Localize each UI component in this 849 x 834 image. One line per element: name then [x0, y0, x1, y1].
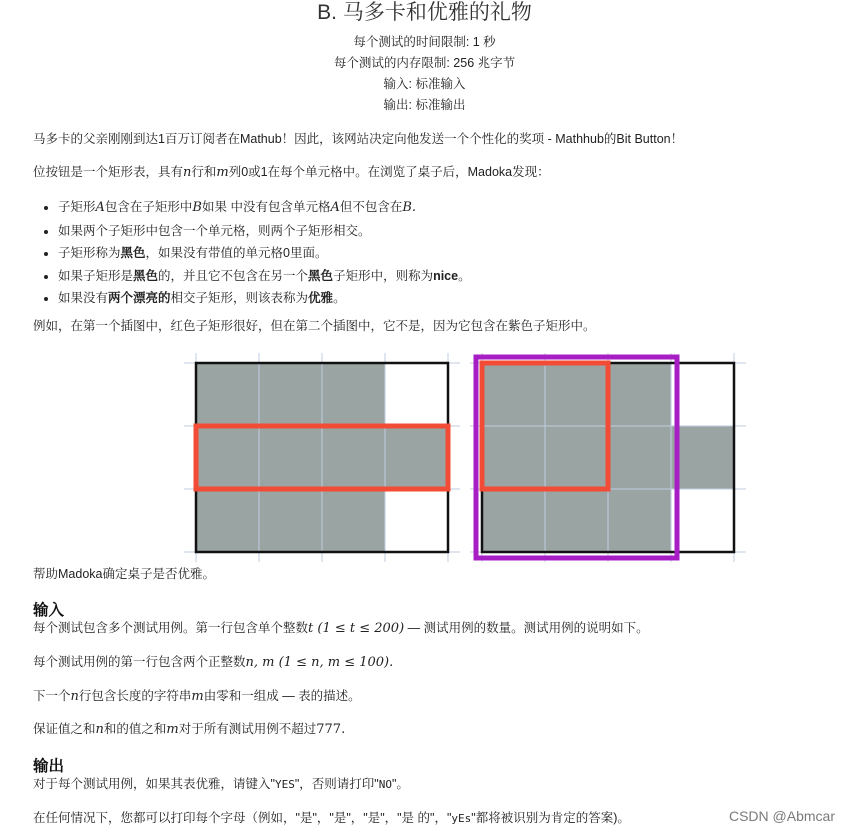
input-paragraph-3: 下一个n行包含长度的字符串m由零和一组成 — 表的描述。	[33, 689, 361, 704]
rule-intersect: • 如果两个子矩形中包含一个单元格，则两个子矩形相交。	[58, 220, 471, 243]
left-black-cell	[259, 426, 322, 489]
var-n: n	[183, 165, 192, 180]
right-illustration	[470, 353, 746, 562]
rule-elegant: • 如果没有两个漂亮的相交子矩形，则该表称为优雅。	[58, 287, 471, 310]
illustration-figure	[180, 353, 752, 565]
output-spec: 输出: 标准输出	[383, 98, 466, 112]
input-paragraph-1: 每个测试包含多个测试用例。第一行包含单个整数t (1 ≤ t ≤ 200) — 测试用例的数量。测试用例的说明如下。	[33, 621, 649, 636]
right-black-cell	[608, 489, 671, 552]
description-paragraph	[33, 164, 823, 181]
input-heading: 输入	[33, 602, 65, 619]
right-black-cell	[482, 489, 545, 552]
left-black-cell	[259, 489, 322, 552]
example-paragraph: 例如，在第一个插图中，红色子矩形很好，但在第二个插图中，它不是，因为它包含在紫色子矩形中。	[33, 319, 596, 333]
output-paragraph-1: 对于每个测试用例，如果其表优雅，请键入"YES"，否则请打印"NO"。	[33, 777, 409, 791]
right-black-cell	[608, 426, 671, 489]
left-illustration	[184, 353, 460, 562]
right-black-cell	[545, 489, 608, 552]
right-black-cell	[671, 426, 734, 489]
right-black-cell	[482, 426, 545, 489]
desc-text-a: 位按钮是一个矩形表，具有	[33, 165, 184, 179]
intro-paragraph: 马多卡的父亲刚刚到达1百万订阅者在Mathub！因此，该网站决定向他发送一个个性化的奖项 - Mathhub的Bit Button！	[33, 132, 684, 146]
time-limit: 每个测试的时间限制: 1 秒	[353, 35, 496, 49]
rule-contained: • 子矩形A包含在子矩形中B如果 中没有包含单元格A但不包含在B.	[58, 196, 471, 220]
left-black-cell	[385, 426, 448, 489]
left-black-cell	[196, 426, 259, 489]
input-paragraph-4: 保证值之和n和的值之和m对于所有测试用例不超过777.	[33, 722, 346, 737]
desc-text-b: 行和	[191, 165, 217, 179]
left-black-cell	[196, 489, 259, 552]
left-black-cell	[322, 426, 385, 489]
left-black-cell	[322, 363, 385, 426]
rule-nice: • 如果子矩形是黑色的，并且它不包含在另一个黑色子矩形中，则称为nice。	[58, 265, 471, 288]
help-paragraph: 帮助Madoka确定桌子是否优雅。	[33, 567, 215, 581]
right-black-cell	[545, 426, 608, 489]
input-spec: 输入: 标准输入	[383, 77, 466, 91]
input-paragraph-2: 每个测试用例的第一行包含两个正整数n, m (1 ≤ n, m ≤ 100).	[33, 655, 394, 670]
memory-limit: 每个测试的内存限制: 256 兆字节	[333, 56, 516, 70]
right-black-cell	[545, 363, 608, 426]
csdn-watermark: CSDN @Abmcar	[728, 808, 835, 824]
rule-black: • 子矩形称为黑色，如果没有带值的单元格0里面。	[58, 242, 471, 265]
output-heading: 输出	[33, 758, 65, 775]
output-paragraph-2: 在任何情况下，您都可以打印每个字母（例如，"是"，"是"，"是"，"是 的"，"yEs"都将被识别为肯定的答案)。	[33, 811, 630, 825]
var-m: m	[216, 165, 229, 180]
rules-list	[38, 196, 471, 310]
left-black-cell	[322, 489, 385, 552]
right-black-cell	[482, 363, 545, 426]
problem-title: B. 马多卡和优雅的礼物	[317, 1, 532, 24]
left-black-cell	[196, 363, 259, 426]
desc-text-c: 列0或1在每个单元格中。在浏览了桌子后，Madoka发现：	[228, 165, 550, 179]
left-black-cell	[259, 363, 322, 426]
right-black-cell	[608, 363, 671, 426]
